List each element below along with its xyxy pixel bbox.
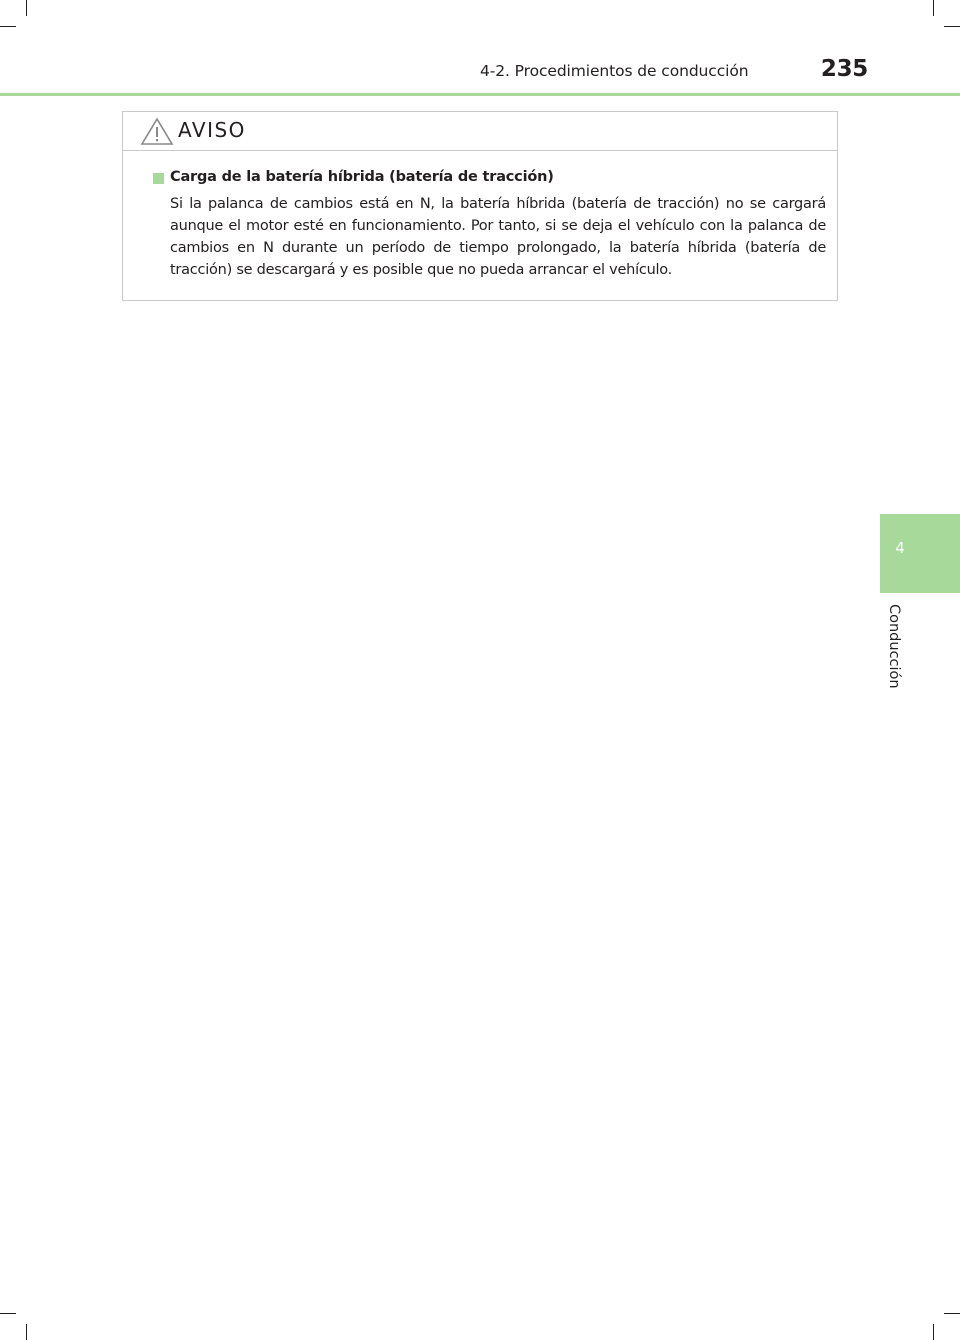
crop-mark [933, 0, 934, 16]
chapter-label: Conducción [886, 604, 902, 689]
chapter-number: 4 [895, 539, 905, 557]
square-bullet-icon [153, 173, 164, 184]
crop-mark [0, 26, 16, 27]
warning-item-heading-text: Carga de la batería híbrida (batería de tracción) [170, 169, 554, 185]
crop-mark [933, 1324, 934, 1340]
crop-mark [26, 0, 27, 16]
header-rule [0, 93, 960, 96]
warning-body [123, 151, 837, 281]
warning-item-text: Si la palanca de cambios está en N, la batería híbrida (batería de tracción) no se cargará aunque el motor esté en funcionamiento. Por tanto, si se deja el vehículo con la palanca de cambios en N durante un período de tiempo prolongado, la batería híbrida (batería de tracción) se descargará y es posible que no pueda arrancar el vehículo. [170, 196, 826, 278]
warning-box [122, 111, 838, 301]
warning-triangle-icon [140, 117, 174, 146]
page-number: 235 [820, 56, 868, 82]
warning-item-heading [147, 169, 826, 185]
section-title: 4-2. Procedimientos de conducción [480, 62, 749, 80]
warning-header [123, 112, 837, 151]
crop-mark [944, 1313, 960, 1314]
warning-title: AVISO [178, 118, 246, 142]
crop-mark [944, 26, 960, 27]
crop-mark [26, 1324, 27, 1340]
crop-mark [0, 1313, 16, 1314]
